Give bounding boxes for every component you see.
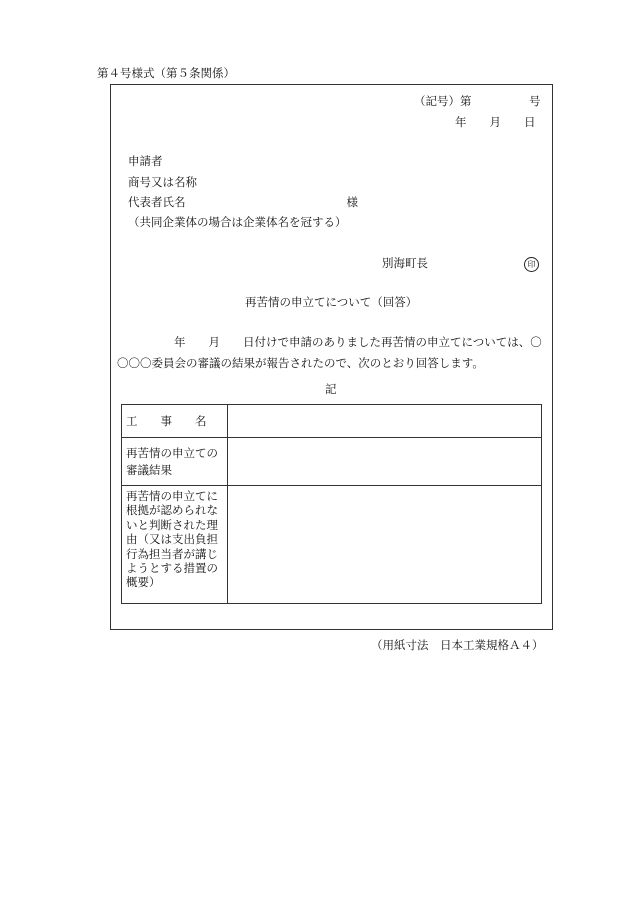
seal-icon: 印 [524,257,539,272]
document-title: 再苦情の申立てについて（回答） [245,295,418,309]
table-row [122,405,542,438]
table-row [122,486,542,604]
details-table [121,404,542,604]
applicant-label: 申請者 [128,154,163,168]
body-line-2: 〇〇〇委員会の審議の結果が報告されたので、次のとおり回答します。 [117,356,484,370]
reason-label: 再苦情の申立てに根拠が認められないと判断された理由（又は支出負担行為担当者が講じようとする措置の概要） [122,486,228,604]
form-number: 第４号様式（第５条関係） [97,66,235,80]
joint-venture-note: （共同企業体の場合は企業体名を冠する） [128,215,347,229]
construction-name-label: 工 事 名 [122,405,228,438]
representative-label: 代表者氏名 様 [128,195,358,209]
trade-name-label: 商号又は名称 [128,175,197,189]
ki-heading: 記 [325,382,337,396]
deliberation-result-label: 再苦情の申立ての審議結果 [122,438,228,486]
date-line: 年 月 日 [455,115,536,129]
body-line-1: 年 月 日付けで申請のありました再苦情の申立てについては、〇 [174,335,542,349]
paper-size-note: （用紙寸法 日本工業規格Ａ４） [371,638,544,652]
kigou-line: （記号）第 号 [414,94,541,108]
deliberation-result-value [228,438,542,486]
table-row [122,438,542,486]
issuer-name: 別海町長 [382,256,428,270]
reason-value [228,486,542,604]
construction-name-value [228,405,542,438]
